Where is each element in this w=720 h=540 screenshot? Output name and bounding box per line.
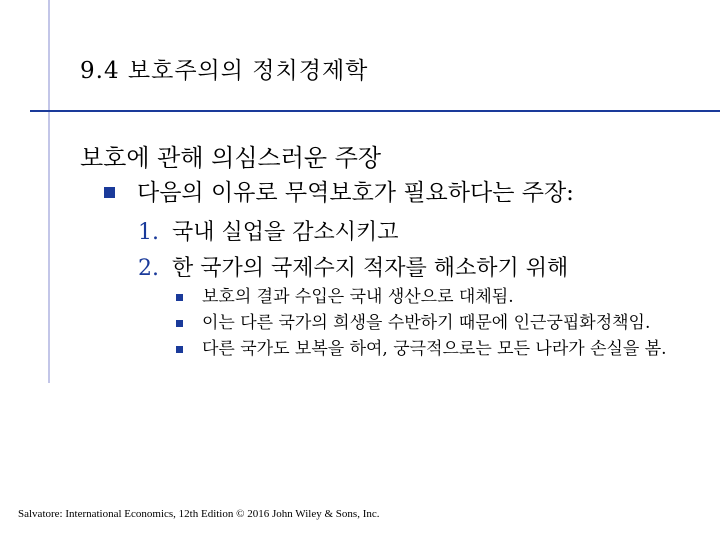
sub-bullet-item (176, 336, 686, 362)
square-bullet-icon (176, 320, 183, 327)
numbered-list (138, 215, 568, 287)
sub-bullet-text: 이는 다른 국가의 희생을 수반하기 때문에 인근궁핍화정책임. (202, 313, 651, 333)
sub-bullet-item (176, 310, 686, 336)
square-bullet-icon (176, 346, 183, 353)
item-text: 국내 실업을 감소시키고 (172, 220, 399, 245)
item-number: 2. (138, 256, 159, 281)
sub-bullet-item (176, 284, 686, 310)
item-text: 한 국가의 국제수지 적자를 해소하기 위해 (172, 256, 569, 281)
sub-bullet-text: 보호의 결과 수입은 국내 생산으로 대체됨. (202, 287, 514, 307)
square-bullet-icon (104, 187, 115, 198)
title-underline (30, 110, 720, 112)
sub-bullet-list (176, 284, 686, 362)
sub-bullet-text: 다른 국가도 보복을 하여, 궁극적으로는 모든 나라가 손실을 봄. (202, 339, 667, 359)
item-number: 1. (138, 220, 159, 245)
square-bullet-icon (176, 294, 183, 301)
left-decorative-rule (48, 0, 50, 383)
numbered-item (138, 251, 568, 287)
slide-title: 9.4 보호주의의 정치경제학 (80, 58, 369, 84)
numbered-item (138, 215, 568, 251)
footer-citation: Salvatore: International Economics, 12th Edition © 2016 John Wiley & Sons, Inc. (18, 508, 380, 520)
section-heading: 보호에 관해 의심스러운 주장 (80, 144, 382, 172)
main-bullet-text: 다음의 이유로 무역보호가 필요하다는 주장: (137, 180, 574, 206)
main-bullet (104, 174, 574, 207)
